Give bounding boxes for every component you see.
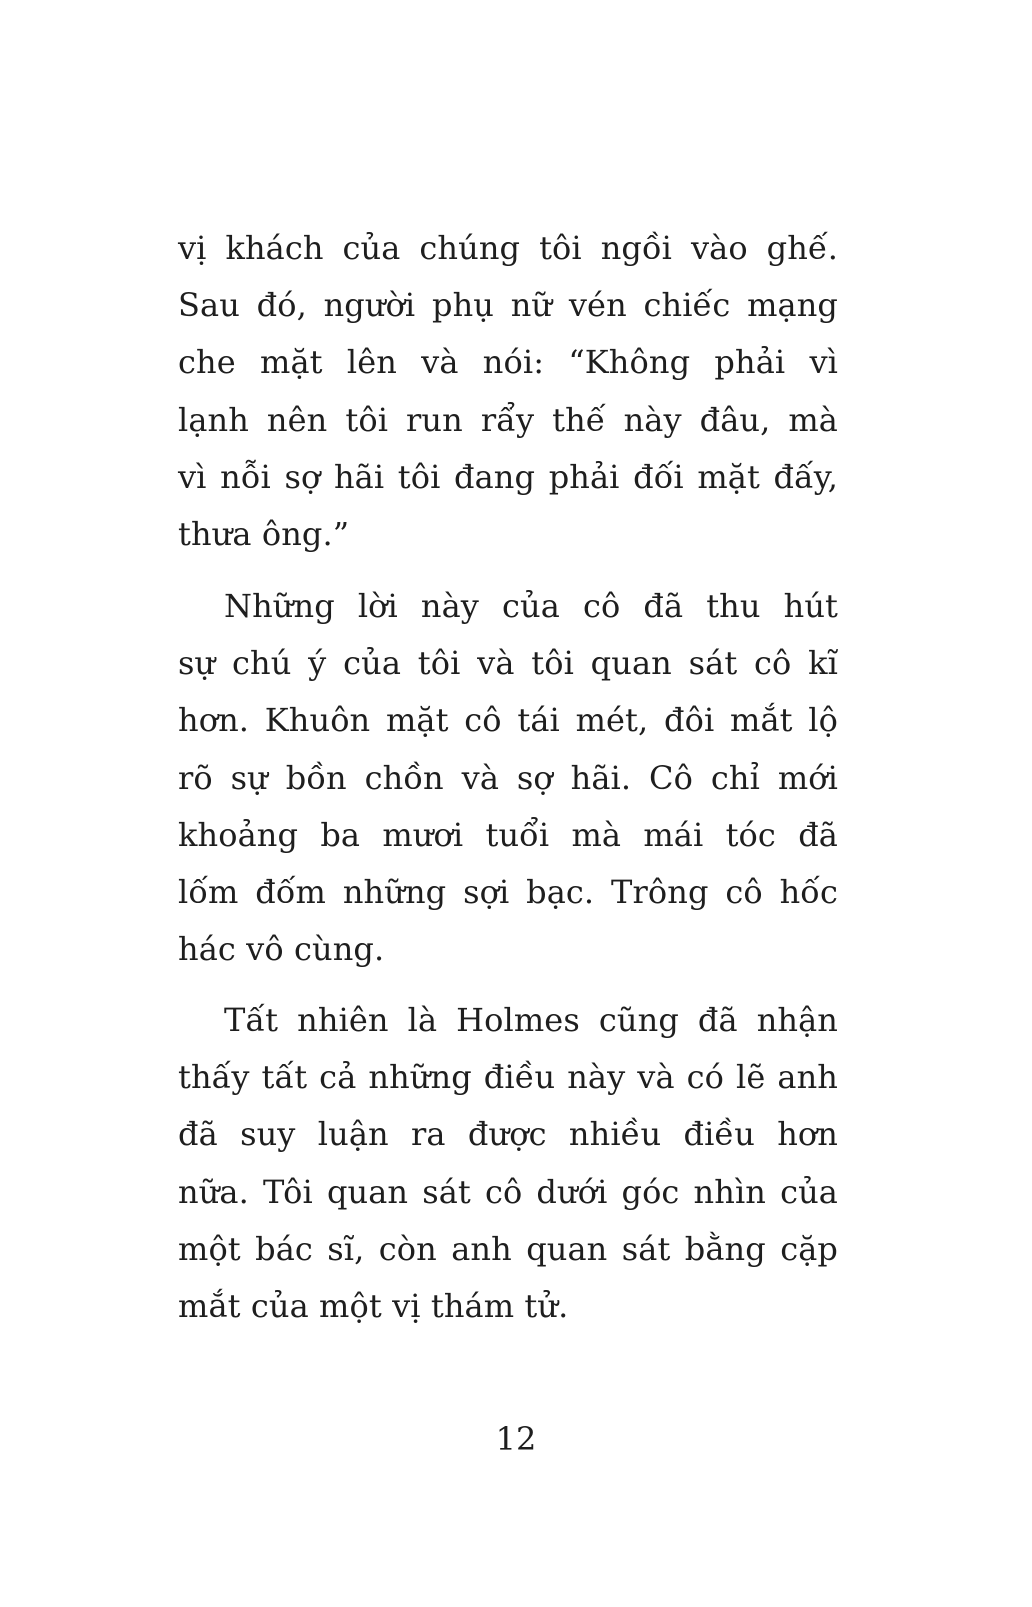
- paragraph-1: [178, 220, 838, 563]
- text-line: rõ sự bồn chồn và sợ hãi. Cô chỉ mới: [178, 758, 838, 797]
- text-line: hác vô cùng.: [178, 930, 385, 969]
- text-line: lốm đốm những sợi bạc. Trông cô hốc: [178, 872, 838, 911]
- text-line: Sau đó, người phụ nữ vén chiếc mạng: [178, 286, 838, 325]
- text-line: che mặt lên và nói: “Không phải vì: [178, 343, 838, 382]
- text-line: Những lời này của cô đã thu hút: [224, 587, 838, 625]
- text-line: vị khách của chúng tôi ngồi vào ghế.: [178, 229, 838, 267]
- paragraph-2: [178, 578, 838, 978]
- text-line: đã suy luận ra được nhiều điều hơn: [178, 1115, 838, 1154]
- page-body: [178, 220, 838, 1325]
- text-line: nữa. Tôi quan sát cô dưới góc nhìn của: [178, 1172, 838, 1211]
- text-line: thấy tất cả những điều này và có lẽ anh: [178, 1058, 838, 1097]
- text-line: vì nỗi sợ hãi tôi đang phải đối mặt đấy,: [178, 457, 838, 496]
- text-line: một bác sĩ, còn anh quan sát bằng cặp: [178, 1229, 838, 1268]
- text-line: Tất nhiên là Holmes cũng đã nhận: [224, 1001, 838, 1039]
- text-line: thưa ông.”: [178, 514, 350, 553]
- text-line: hơn. Khuôn mặt cô tái mét, đôi mắt lộ: [178, 701, 838, 740]
- text-line: khoảng ba mươi tuổi mà mái tóc đã: [178, 815, 838, 854]
- text-line: sự chú ý của tôi và tôi quan sát cô kĩ: [178, 644, 838, 683]
- page-number: 12: [495, 1420, 537, 1458]
- paragraph-3: [178, 992, 838, 1335]
- text-line: mắt của một vị thám tử.: [178, 1286, 569, 1325]
- text-line: lạnh nên tôi run rẩy thế này đâu, mà: [178, 400, 838, 439]
